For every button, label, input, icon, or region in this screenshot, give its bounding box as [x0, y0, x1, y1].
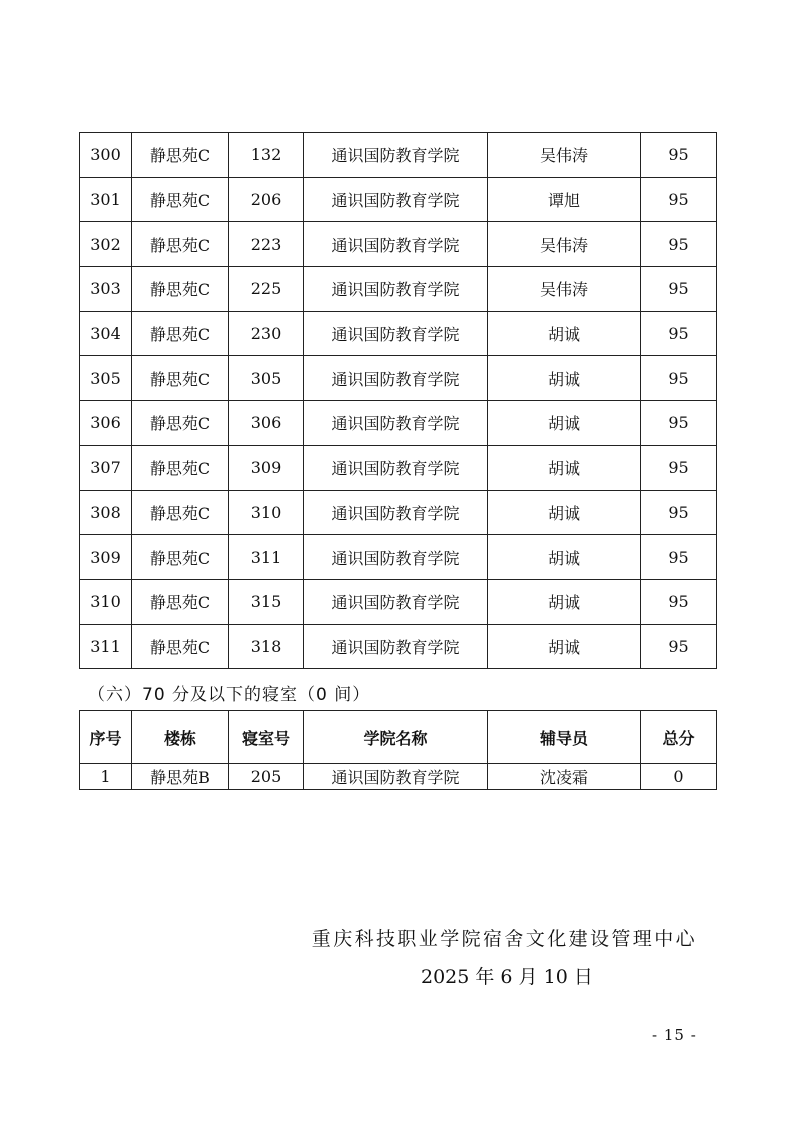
cell-college-name: 通识国防教育学院 [304, 356, 488, 401]
header-counselor: 辅导员 [488, 711, 641, 764]
table-row [80, 311, 717, 356]
cell-index: 309 [80, 535, 132, 580]
cell-counselor: 胡诚 [488, 356, 641, 401]
table-row [80, 356, 717, 401]
header-college-name: 学院名称 [304, 711, 488, 764]
cell-counselor: 吴伟涛 [488, 267, 641, 312]
table-row [80, 267, 717, 312]
cell-index: 306 [80, 401, 132, 446]
page-number: - 15 - [652, 1026, 697, 1044]
cell-counselor: 胡诚 [488, 535, 641, 580]
cell-total-score: 0 [641, 764, 717, 790]
cell-room-number: 206 [229, 177, 304, 222]
cell-college-name: 通识国防教育学院 [304, 624, 488, 669]
cell-room-number: 306 [229, 401, 304, 446]
cell-counselor: 谭旭 [488, 177, 641, 222]
cell-index: 310 [80, 579, 132, 624]
cell-counselor: 胡诚 [488, 311, 641, 356]
cell-index: 1 [80, 764, 132, 790]
cell-index: 305 [80, 356, 132, 401]
table-body [80, 764, 717, 790]
table-row [80, 445, 717, 490]
cell-college-name: 通识国防教育学院 [304, 267, 488, 312]
cell-index: 308 [80, 490, 132, 535]
table-row [80, 624, 717, 669]
cell-building: 静思苑C [132, 222, 229, 267]
low-score-dormitory-table [79, 710, 717, 790]
table-row [80, 764, 717, 790]
cell-college-name: 通识国防教育学院 [304, 311, 488, 356]
cell-building: 静思苑C [132, 311, 229, 356]
cell-counselor: 胡诚 [488, 579, 641, 624]
cell-building: 静思苑C [132, 267, 229, 312]
footer-date: 2025 年 6 月 10 日 [421, 966, 593, 988]
cell-room-number: 223 [229, 222, 304, 267]
table-row [80, 490, 717, 535]
cell-total-score: 95 [641, 401, 717, 446]
header-building: 楼栋 [132, 711, 229, 764]
cell-total-score: 95 [641, 311, 717, 356]
cell-total-score: 95 [641, 490, 717, 535]
cell-index: 304 [80, 311, 132, 356]
dormitory-score-table [79, 132, 717, 669]
cell-building: 静思苑C [132, 133, 229, 178]
cell-total-score: 95 [641, 579, 717, 624]
cell-counselor: 胡诚 [488, 490, 641, 535]
cell-college-name: 通识国防教育学院 [304, 401, 488, 446]
cell-building: 静思苑C [132, 445, 229, 490]
cell-college-name: 通识国防教育学院 [304, 535, 488, 580]
cell-total-score: 95 [641, 535, 717, 580]
header-index: 序号 [80, 711, 132, 764]
table-row [80, 222, 717, 267]
table-header-row [80, 711, 717, 764]
cell-total-score: 95 [641, 222, 717, 267]
footer-organization: 重庆科技职业学院宿舍文化建设管理中心 [311, 928, 697, 950]
cell-college-name: 通识国防教育学院 [304, 222, 488, 267]
table-row [80, 535, 717, 580]
cell-building: 静思苑C [132, 401, 229, 446]
table-row [80, 401, 717, 446]
cell-building: 静思苑C [132, 356, 229, 401]
cell-building: 静思苑C [132, 535, 229, 580]
cell-room-number: 315 [229, 579, 304, 624]
cell-total-score: 95 [641, 177, 717, 222]
cell-room-number: 132 [229, 133, 304, 178]
cell-building: 静思苑B [132, 764, 229, 790]
cell-total-score: 95 [641, 267, 717, 312]
cell-building: 静思苑C [132, 490, 229, 535]
cell-room-number: 225 [229, 267, 304, 312]
cell-counselor: 胡诚 [488, 401, 641, 446]
cell-index: 311 [80, 624, 132, 669]
cell-counselor: 胡诚 [488, 624, 641, 669]
cell-room-number: 310 [229, 490, 304, 535]
cell-room-number: 311 [229, 535, 304, 580]
cell-room-number: 318 [229, 624, 304, 669]
cell-college-name: 通识国防教育学院 [304, 177, 488, 222]
cell-room-number: 205 [229, 764, 304, 790]
cell-counselor: 吴伟涛 [488, 222, 641, 267]
table-row [80, 579, 717, 624]
cell-total-score: 95 [641, 445, 717, 490]
cell-college-name: 通识国防教育学院 [304, 445, 488, 490]
cell-total-score: 95 [641, 133, 717, 178]
cell-index: 307 [80, 445, 132, 490]
cell-building: 静思苑C [132, 177, 229, 222]
cell-room-number: 230 [229, 311, 304, 356]
cell-counselor: 沈凌霜 [488, 764, 641, 790]
cell-index: 302 [80, 222, 132, 267]
cell-room-number: 309 [229, 445, 304, 490]
table-body [80, 133, 717, 669]
cell-index: 300 [80, 133, 132, 178]
cell-college-name: 通识国防教育学院 [304, 764, 488, 790]
cell-room-number: 305 [229, 356, 304, 401]
cell-college-name: 通识国防教育学院 [304, 579, 488, 624]
header-room-number: 寝室号 [229, 711, 304, 764]
cell-index: 303 [80, 267, 132, 312]
cell-total-score: 95 [641, 624, 717, 669]
cell-building: 静思苑C [132, 579, 229, 624]
cell-total-score: 95 [641, 356, 717, 401]
table-row [80, 177, 717, 222]
cell-counselor: 胡诚 [488, 445, 641, 490]
section-heading: （六）70 分及以下的寝室（0 间） [88, 685, 371, 705]
header-total-score: 总分 [641, 711, 717, 764]
cell-college-name: 通识国防教育学院 [304, 133, 488, 178]
cell-counselor: 吴伟涛 [488, 133, 641, 178]
cell-index: 301 [80, 177, 132, 222]
cell-building: 静思苑C [132, 624, 229, 669]
cell-college-name: 通识国防教育学院 [304, 490, 488, 535]
table-row [80, 133, 717, 178]
